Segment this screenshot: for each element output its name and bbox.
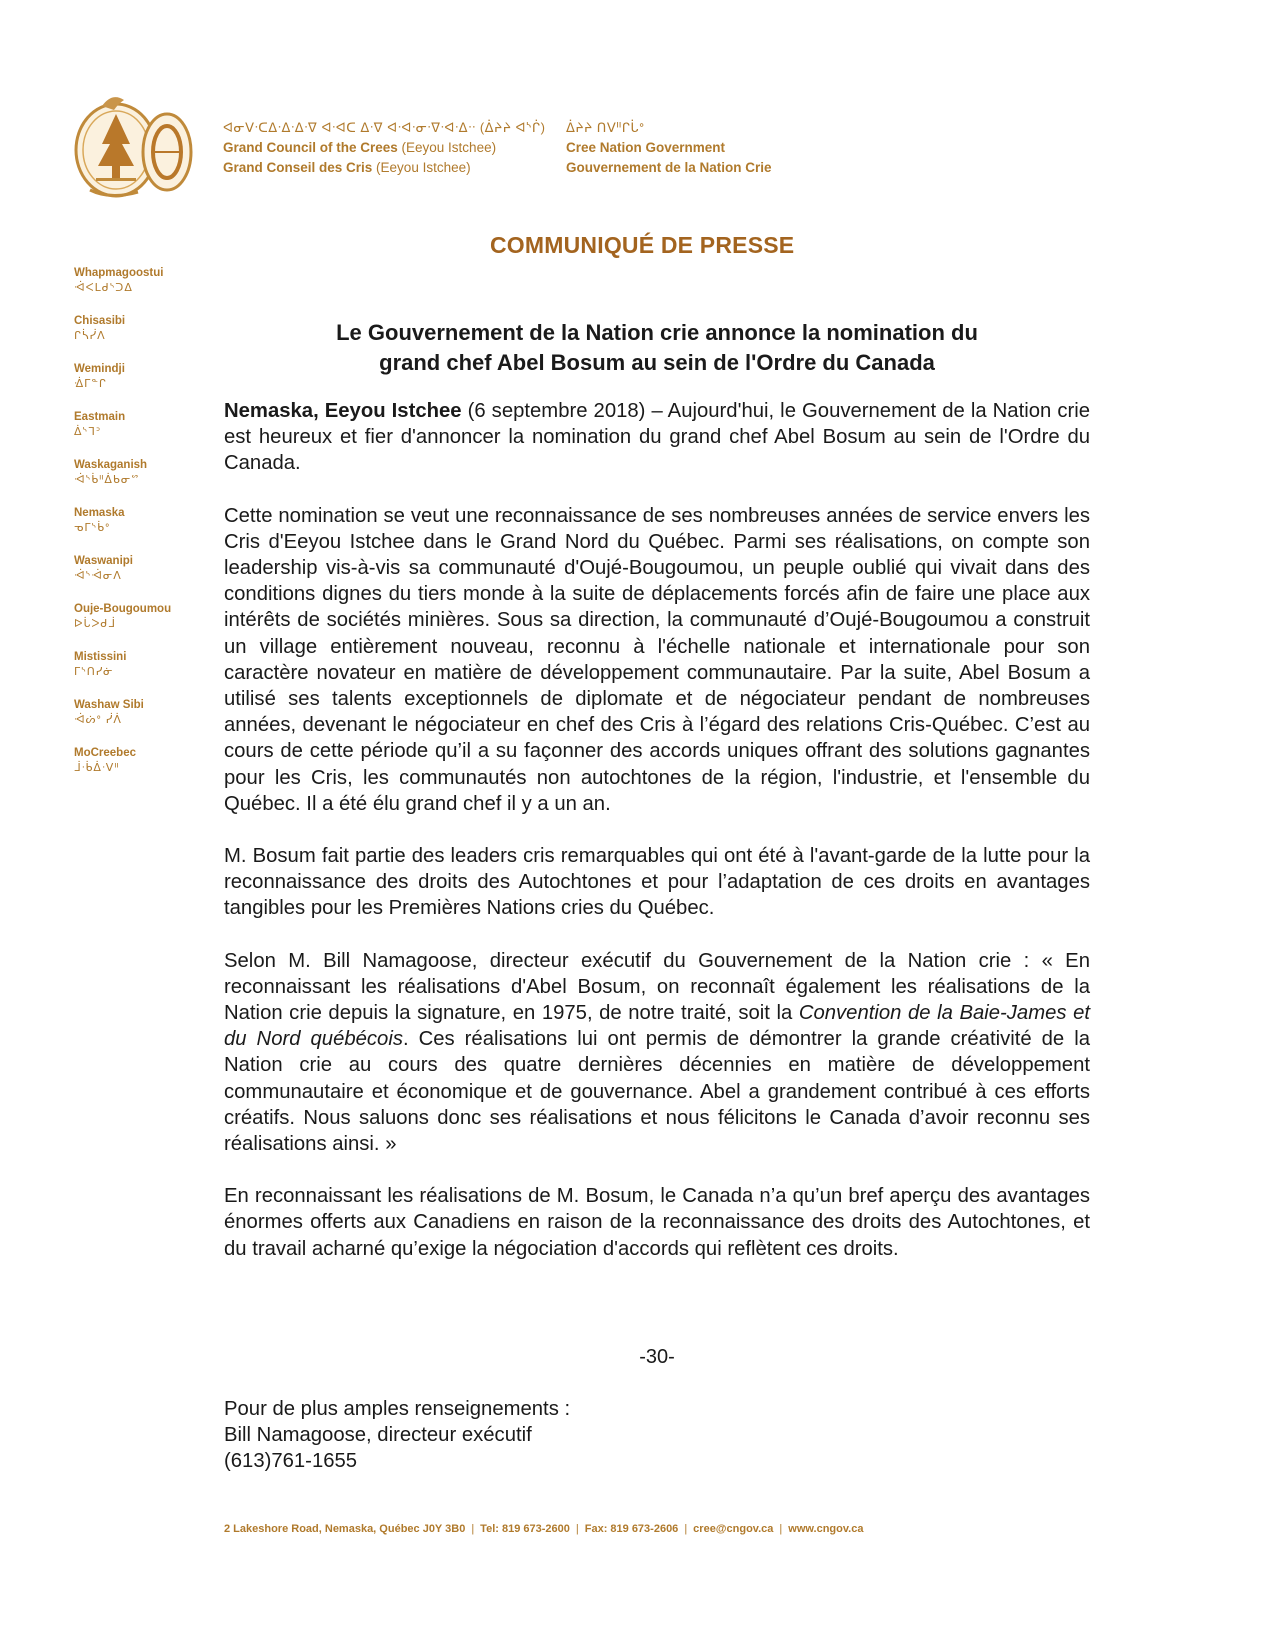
footer <box>224 1523 863 1535</box>
grand-council-name-en: Grand Council of the Crees <box>223 140 398 155</box>
community-syllabics: ᐙᔅᐙᓂᐱ <box>74 570 122 582</box>
contact-name: Bill Namagoose, directeur exécutif <box>224 1424 532 1447</box>
community-syllabics: ᓀᒥᔅᑳᐤ <box>74 522 111 534</box>
community-syllabics: ᐙᔅᑳᐦᐄᑲᓂᔥ <box>74 474 140 486</box>
paragraph-4-text-b: . Ces réalisations lui ont permis de démontrer la grande créativité de la Nation crie au cours des quatre dernières décennies en matière de développement communautaire et économique et de gouvernance. Abel a grandement contribué à ces efforts créatifs. Nous saluons donc ses réalisations et nous félicitons le Canada d’avoir reconnu ses réalisations ainsi. » <box>224 1028 1090 1156</box>
cree-nation-government-org-block <box>566 118 772 178</box>
footer-separator: | <box>779 1523 783 1535</box>
community-name: Whapmagoostui <box>74 267 164 279</box>
community-name: Waskaganish <box>74 459 148 471</box>
cree-nation-government-name-fr: Gouvernement de la Nation Crie <box>566 160 772 175</box>
document-title: COMMUNIQUÉ DE PRESSE <box>490 232 795 258</box>
community-item <box>74 698 204 746</box>
community-item <box>74 506 204 554</box>
community-item <box>74 458 204 506</box>
grand-council-name-fr: Grand Conseil des Cris <box>223 160 373 175</box>
grand-council-org-block <box>223 118 545 178</box>
community-syllabics: ᒋᓵᓰᐱ <box>74 330 106 342</box>
community-syllabics: ᐄᔅᒣᐣ <box>74 426 102 438</box>
contact-phone: (613)761-1655 <box>224 1450 358 1473</box>
footer-fax: Fax: 819 673-2606 <box>584 1523 679 1535</box>
body-paragraph-2: Cette nomination se veut une reconnaissance de ses nombreuses années de service envers les Cris d'Eeyou Istchee dans le Grand Nord du Québec. Parmi ses réalisations, on compte son leadership vis-à-vis sa communauté d'Oujé-Bougoumou, un peuple oublié qui vivait dans des conditions dignes du tiers monde à la suite de déplacements forcés afin de faire une place aux intérêts de sociétés minières. Sous sa direction, la communauté d’Oujé-Bougoumou a construit un village entièrement nouveau, reconnu à l'échelle nationale et internationale pour son caractère novateur en matière de développement communautaire. Par la suite, Abel Bosum a utilisé ses talents exceptionnels de diplomate et de négociateur pendant de nombreuses années, devenant le négociateur en chef des Cris à l’égard des relations Cris-Québec. C’est au cours de cette période qu’il a su façonner des accords uniques offrant des solutions gagnantes pour les Cris, les communautés non autochtones de la région, l'industrie, et l'ensemble du Québec. Il a été élu grand chef il y a un an. <box>224 504 1090 815</box>
community-name: Ouje-Bougoumou <box>74 603 172 615</box>
footer-separator: | <box>684 1523 688 1535</box>
contact-intro: Pour de plus amples renseignements : <box>224 1398 571 1420</box>
treaty-name: Convention de la Baie-James et du Nord québécois <box>224 1002 1090 1051</box>
community-syllabics: ᐙᐸᒪᑯᔅᑐᐃ <box>74 282 133 294</box>
contact-block <box>224 1396 570 1475</box>
community-name: Chisasibi <box>74 315 126 327</box>
body-paragraph-1 <box>224 398 1090 477</box>
community-name: Washaw Sibi <box>74 699 144 711</box>
community-item <box>74 650 204 698</box>
headline-line-2: grand chef Abel Bosum au sein de l'Ordre du Canada <box>379 350 935 375</box>
grand-council-name-fr-suffix: (Eeyou Istchee) <box>372 160 471 175</box>
footer-separator: | <box>471 1523 475 1535</box>
community-name: Waswanipi <box>74 555 133 567</box>
footer-email[interactable]: cree@cngov.ca <box>693 1523 774 1535</box>
footer-website[interactable]: www.cngov.ca <box>788 1523 864 1535</box>
paragraph-4-text-a: Selon M. Bill Namagoose, directeur exécutif du Gouvernement de la Nation crie : « En reconnaissant les réalisations d'Abel Bosum, on reconnaît également les réalisations de la Nation crie depuis la signature, en 1975, de notre traité, soit la <box>224 949 1090 1025</box>
community-syllabics: ᐐᒥᓐᒋ <box>74 378 107 390</box>
community-syllabics: ᐙᔖᐤ ᓰᐲ <box>74 714 122 726</box>
footer-tel: Tel: 819 673-2600 <box>480 1523 570 1535</box>
cree-nation-government-name-en: Cree Nation Government <box>566 140 726 155</box>
community-name: Mistissini <box>74 651 127 663</box>
grand-council-name-en-suffix: (Eeyou Istchee) <box>397 140 497 155</box>
community-item <box>74 362 204 410</box>
community-name: Wemindji <box>74 363 125 375</box>
cree-nation-government-syllabics: ᐄᔨᔨ ᑎᐯᐦᒋᒑᐤ <box>566 120 645 135</box>
grand-council-syllabics: ᐊᓂᐯᐧᑕᐃᐧᐃᐧᐃᐧᐁ ᐊᐧᐊᑕ ᐃᐧᐁ ᐊᐧᐊᐧᓂᐧᐁᐧᐊᐧᐃᐧᐧ (ᐄᔨᔨ ᐊᔅᒌ) <box>223 120 546 135</box>
community-item <box>74 314 204 362</box>
community-syllabics: ᐅᒑᐳᑯᒨ <box>74 618 117 630</box>
community-name: MoCreebec <box>74 747 136 759</box>
headline-line-1: Le Gouvernement de la Nation crie annonce la nomination du <box>336 320 978 345</box>
footer-address: 2 Lakeshore Road, Nemaska, Québec J0Y 3B0 <box>224 1523 466 1535</box>
community-item <box>74 266 204 314</box>
body-paragraph-5: En reconnaissant les réalisations de M. Bosum, le Canada n’a qu’un bref aperçu des avantages énormes offerts aux Canadiens en raison de la reconnaissance des droits des Autochtones, et du travail acharné qu’exige la négociation d'accords qui reflètent ces droits. <box>224 1185 1090 1260</box>
end-mark: -30- <box>639 1346 675 1368</box>
press-release-body <box>224 398 1090 1262</box>
community-name: Nemaska <box>74 507 125 519</box>
paragraph-1-text: (6 septembre 2018) – Aujourd'hui, le Gouvernement de la Nation crie est heureux et fier d'annoncer la nomination du grand chef Abel Bosum au sein de l'Ordre du Canada. <box>224 400 1090 475</box>
communities-sidebar <box>74 266 204 794</box>
community-syllabics: ᒨᐧᑳᐄᐧᐯᐦ <box>74 762 120 774</box>
body-paragraph-3: M. Bosum fait partie des leaders cris remarquables qui ont été à l'avant-garde de la lutte pour la reconnaissance des droits des Autochtones et pour l’adaptation de ces droits en avantages tangibles pour les Premières Nations cries du Québec. <box>224 845 1090 920</box>
footer-separator: | <box>575 1523 579 1535</box>
community-item <box>74 602 204 650</box>
body-paragraph-4 <box>224 948 1090 1158</box>
community-syllabics: ᒥᔅᑎᓯᓃ <box>74 666 114 678</box>
community-name: Eastmain <box>74 411 126 423</box>
press-release-headline <box>224 318 1090 378</box>
community-item <box>74 746 204 794</box>
community-item <box>74 554 204 602</box>
community-item <box>74 410 204 458</box>
dateline: Nemaska, Eeyou Istchee <box>224 400 462 422</box>
cree-nation-logo-icon <box>70 86 194 204</box>
